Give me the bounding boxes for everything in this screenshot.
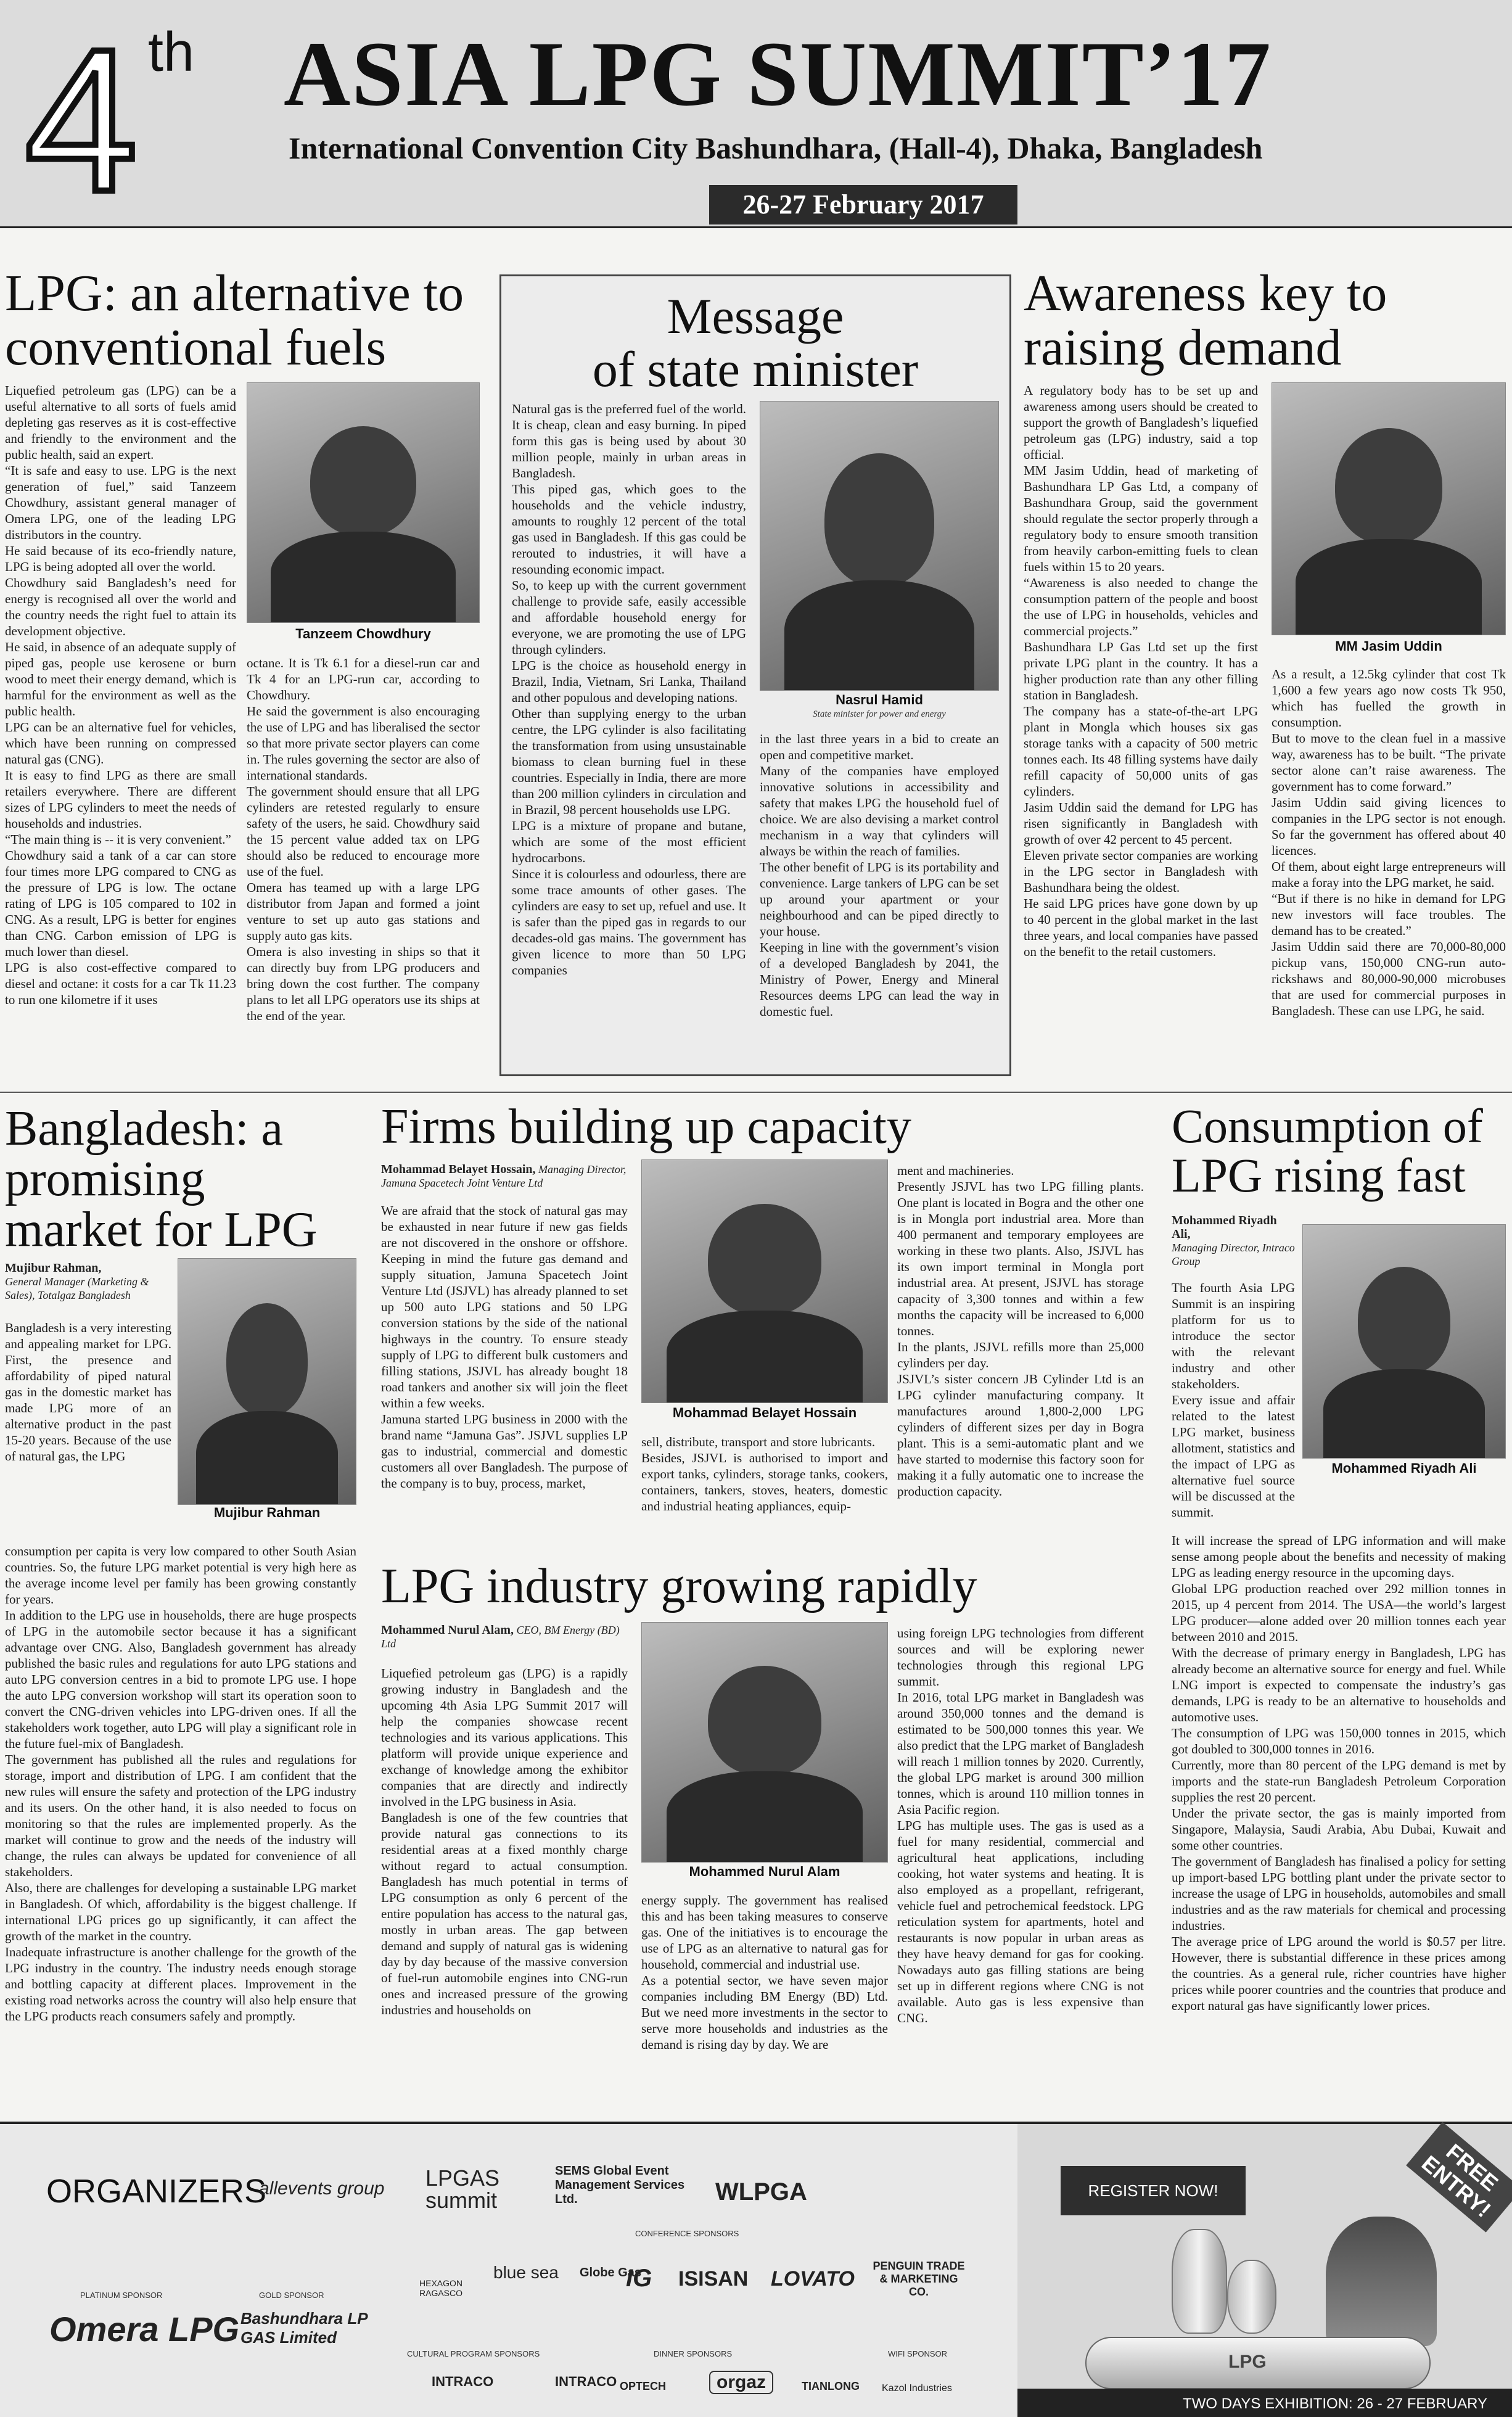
- firms-col-2: sell, distribute, transport and store lubricants. Besides, JSJVL is authorised to import and export tanks, cylinders, storage tanks, cookers, containers, tankers, stoves, heaters, domestic and industrial heating appliances, equip-: [641, 1435, 888, 1513]
- logo-kazol: Kazol Industries: [882, 2383, 952, 2394]
- edition-number: 4: [25, 6, 138, 234]
- logo-isisan: ISISAN: [678, 2267, 749, 2291]
- awareness-col-1: A regulatory body has to be set up and awareness among users should be created to support the growth of Bangladesh’s liquefied petroleum gas (LPG) industry, said a top official. MM Jasim Uddin, head of marketing of Bashundhara LP Gas Ltd, a company of Bashundhara Group, said the government should regulate the sector properly through a regulatory body to ensure smooth transition from heavily carbon-emitting fuels to clean fuels within 15 to 20 years. “Awareness is also needed to change the consumption pattern of the people and boost the use of LPG in households, vehicles and commercial projects.” Bashundhara LP Gas Ltd set up the first private LPG plant in the country. It has a higher production rate than any other filling station in Bangladesh. The company has a state-of-the-art LPG plant in Mongla which houses six gas storage tanks with a capacity of 500 metric tonnes each. Its 48 filling systems have daily refill capacity of 50,000 units of gas cylinders. Jasim Uddin said the demand for LPG has risen significantly in Bangladesh with growth of over 42 percent to 45 percent. Eleven private sector companies are working in the LPG sector in Bangladesh with Bashundhara being the oldest. He said LPG prices have gone down by up to 40 percent in the global market in the last three years, and local companies have passed on the benefit to the retail customers.: [1024, 383, 1258, 959]
- headline-promising-3: market for LPG: [5, 1203, 318, 1257]
- logo-optech: OPTECH: [620, 2380, 667, 2392]
- logo-orgaz: orgaz: [709, 2371, 773, 2394]
- byline-promising: [5, 1261, 171, 1302]
- gas-cylinder-icon: [1227, 2260, 1276, 2334]
- gold-sponsor-label: GOLD SPONSOR: [259, 2291, 324, 2300]
- exhibition-ad: [1017, 2124, 1512, 2417]
- headline-consumption-2: LPG rising fast: [1172, 1148, 1466, 1202]
- photo-belayet-hossain: [641, 1159, 888, 1403]
- lpg-tanker-truck-image: [1085, 2337, 1431, 2389]
- truck-lpg-label: LPG: [1228, 2352, 1267, 2372]
- logo-ig: IG: [626, 2265, 652, 2292]
- woman-figure-image: [1326, 2217, 1437, 2346]
- byline-firms: [381, 1163, 628, 1190]
- logo-bashundhara: Bashundhara LP GAS Limited: [240, 2309, 368, 2347]
- promising-col-wide: consumption per capita is very low compared to other South Asian countries. So, the future LPG market potential is very high here as the average income level per family has been growing constantly for years. In addition to the LPG use in households, there are huge prospects of LPG in the automobile sector because it has a significant advantage over CNG. Also, Bangladesh government has already published the basic rules and regulations for auto LPG stations and auto LPG conversion centres in a bid to promote LPG use. I hope the auto LPG conversion workshop will start its operation soon to convert the CNG-driven vehicles into LPG-driven ones. If all the stakeholders work together, auto LPG will play a significant role in the future fuel-mix of Bangladesh. The government has published all the rules and regulations for storage, import and distribution of LPG. I am confident that the new rules will ensure the safety and protection of the LPG industry and its users. On the other hand, it is also needed to focus on monitoring so that the rules are implemented properly. As the market will continue to grow and the needs of the industry will change, the rules can always be updated for convenience of all stakeholders. Also, there are challenges for developing a sustainable LPG market in Bangladesh. Of which, affordability is the biggest challenge. If international LPG prices go up significantly, it can affect the growth of the market in the country. Inadequate infrastructure is another challenge for the growth of the LPG industry in the country. The industry needs enough storage and bottling capacity at different places. Improvement in the existing road networks across the country will also help ensure that the LPG products reach consumers safely and promptly.: [5, 1544, 356, 2024]
- logo-lpgas-summit: LPGAS summit: [425, 2165, 500, 2213]
- byline-consumption-name: Mohammed Riyadh Ali,: [1172, 1214, 1277, 1241]
- logo-globe-gas: Globe Gas: [580, 2266, 642, 2279]
- caption-riyadh-ali: Mohammed Riyadh Ali: [1331, 1460, 1477, 1476]
- byline-promising-role: General Manager (Marketing & Sales), Totalgaz Bangladesh: [5, 1275, 149, 1301]
- byline-firms-role: Managing Director, Jamuna Spacetech Joint Venture Ltd: [381, 1163, 627, 1189]
- industry-col-2: energy supply. The government has realised this and has been taking measures to conserve gas. One of the initiatives is to encourage the use of LPG as an alternative to natural gas for household, commercial and industrial use. As a potential sector, we have seven major companies including BM Energy (BD) Ltd. But we need more investments in the sector to serve more households and industries as the demand is rising day by day. We are: [641, 1893, 888, 2052]
- gas-cylinder-icon: [1172, 2229, 1227, 2334]
- caption-tanzeem-chowdhury: Tanzeem Chowdhury: [295, 626, 431, 641]
- platinum-sponsor-label: PLATINUM SPONSOR: [80, 2291, 163, 2300]
- conference-sponsors-label: CONFERENCE SPONSORS: [635, 2229, 739, 2238]
- alt-fuels-col-2: octane. It is Tk 6.1 for a diesel-run car and Tk 4 for an LPG-run car, according to Chowdhury. He said the government is also encouraging the use of LPG and has liberalised the sector so that more private sector players can come in. The rules governing the sector are also of international standards. The government should ensure that all LPG cylinders are retested regularly to ensure safety of the users, he said. Chowdhury said the 15 percent value added tax on LPG should also be reduced to encourage more use of the fuel. Omera has teamed up with a large LPG distributor from Japan and formed a joint venture to set up auto gas stations and supply auto gas kits. Omera is also investing in ships so that it can directly buy from LPG producers and bring down the cost further. The company plans to let all LPG operators use its ships at the end of the year.: [247, 656, 480, 1023]
- byline-firms-name: Mohammad Belayet Hossain,: [381, 1163, 536, 1176]
- headline-consumption-1: Consumption of: [1172, 1099, 1483, 1153]
- headline-state-minister: of state minister: [592, 341, 919, 397]
- promising-col-narrow: Bangladesh is a very interesting and appealing market for LPG. First, the presence and affordability of piped natural gas in the domestic market has made LPG more of an alternative product in the past 15-20 years. Because of the use of natural gas, the LPG: [5, 1320, 171, 1464]
- alt-fuels-col-1: Liquefied petroleum gas (LPG) can be a useful alternative to all sorts of fuels amid depleting gas reserves as it is cost-effective and friendly to the environment and the public health, said an expert. “It is safe and easy to use. LPG is the next generation of fuel,” said Tanzeem Chowdhury, assistant general manager of Omera LPG, one of the leading LPG distributors in the country. He said because of its eco-friendly nature, LPG is being adopted all over the world. Chowdhury said Bangladesh’s need for energy is recognised all over the world and the country needs the right fuel to attain its development objective. He said, in absence of an adequate supply of piped gas, people use kerosene or burn wood to meet their energy demand, which is harmful for the environment as well as the public health. LPG can be an alternative fuel for vehicles, which have been running on compressed natural gas (CNG). It is easy to find LPG as there are small retailers everywhere. There are different sizes of LPG cylinders to meet the needs of households and industries. “The main thing is -- it is very convenient.” Chowdhury said a tank of a car can store four times more LPG compared to CNG as the pressure of LPG is low. The octane rating of LPG is 105 compared to 102 in CNG. As a result, LPG is better for engines than CNG. Carbon emission of LPG is much lower than diesel. LPG is also cost-effective compared to diesel and octane: it costs for a car Tk 11.23 to run one kilometre if it uses: [5, 383, 236, 1007]
- headline-firms: Firms building up capacity: [381, 1100, 911, 1154]
- awareness-col-2: As a result, a 12.5kg cylinder that cost Tk 1,600 a few years ago now costs Tk 950, which has fuelled the growth in consumption. But to move to the clean fuel in a massive way, awareness has to be built. “The private sector alone can’t raise awareness. The government has to come forward.” Jasim Uddin said giving licences to companies in the LPG sector is not enough. So far the government has offered about 40 licences. Of them, about eight large entrepreneurs will make a foray into the LPG market, he said. “But if there is no hike in demand for LPG new investors will face troubles. The demand has to be created.” Jasim Uddin said there are 70,000-80,000 pickup vans, 150,000 CNG-run auto-rickshaws and 80,000-90,000 microbuses that are used for commercial purposes in Bangladesh. These can use LPG, he said.: [1272, 667, 1506, 1018]
- cultural-sponsors-label: CULTURAL PROGRAM SPONSORS: [407, 2349, 540, 2358]
- headline-awareness-2: raising demand: [1024, 319, 1342, 376]
- exhibition-dates-strip: TWO DAYS EXHIBITION: 26 - 27 FEBRUARY: [1017, 2389, 1512, 2417]
- byline-industry-role: CEO, BM Energy (BD) Ltd: [381, 1624, 620, 1650]
- byline-promising-name: Mujibur Rahman,: [5, 1261, 102, 1275]
- byline-consumption: [1172, 1214, 1295, 1268]
- edition-suffix: th: [148, 22, 195, 83]
- logo-omera: Omera LPG: [49, 2310, 240, 2349]
- firms-col-3: ment and machineries. Presently JSJVL has two LPG filling plants. One plant is located in Bogra and the other one is in Mongla port industrial area. More than 400 permanent and temporary employees are working in these two plants. Also, JSJVL has its own import terminal in Mongla port industrial area. At present, JSJVL has storage capacity of 3,300 tonnes and within a few months the capacity will be increased to 6,000 tonnes. In the plants, JSJVL refills more than 25,000 cylinders per day. JSJVL’s sister concern JB Cylinder Ltd is an LPG cylinder manufacturing company. It manufactures around 1,800-2,000 LPG cylinders of different sizes per day in Bogra plant. This is a semi-automatic plant and we have started to modernise this factory soon for making it a fully automatic one to increase the production capacity.: [897, 1163, 1144, 1499]
- wifi-sponsor-label: WIFI SPONSOR: [888, 2349, 948, 2358]
- logo-intraco-2: INTRACO: [555, 2374, 617, 2389]
- byline-consumption-role: Managing Director, Intraco Group: [1172, 1241, 1295, 1267]
- register-now-button[interactable]: REGISTER NOW!: [1061, 2166, 1246, 2215]
- sponsors-footer: [0, 2122, 1512, 2417]
- caption-nasrul-hamid: Nasrul Hamid: [836, 692, 923, 707]
- logo-allevents: allevents group: [259, 2178, 385, 2199]
- headline-alt-fuels-1: LPG: an alternative to: [5, 265, 464, 322]
- headline-promising-2: promising: [5, 1152, 205, 1206]
- industry-col-1: Liquefied petroleum gas (LPG) is a rapidly growing industry in Bangladesh and the upcoming 4th Asia LPG Summit 2017 will help the companies showcase recent technologies and its various applications. This platform will provide unique experience and exchange of knowledge among the exhibitor companies that are directly and indirectly involved in the LPG business in Asia. Bangladesh is one of the few countries that provide natural gas connections to its residential areas at a fixed monthly charge without regard to actual consumption. Bangladesh has much potential in terms of LPG consumption as only 6 percent of the entire population has access to the natural gas, mostly in urban areas. The gap between demand and supply of natural gas is widening day by day because of the massive conversion of fuel-run automobile engines into CNG-run ones and increased pressure of the growing industries and households on: [381, 1666, 628, 2017]
- caption-jasim-uddin: MM Jasim Uddin: [1335, 638, 1442, 654]
- consumption-col-narrow: The fourth Asia LPG Summit is an inspiring platform for us to introduce the sector with the relevant industry and other stakeholders. Every issue and affair related to the latest LPG market, business allotment, statistics and the impact of LPG as alternative fuel source will be discussed at the summit.: [1172, 1280, 1295, 1520]
- caption-nurul-alam: Mohammed Nurul Alam: [689, 1864, 840, 1879]
- photo-riyadh-ali: [1302, 1224, 1506, 1459]
- logo-blue-sea: blue sea: [493, 2263, 559, 2282]
- dinner-sponsors-label: DINNER SPONSORS: [654, 2349, 733, 2358]
- logo-tianlong: TIANLONG: [802, 2380, 860, 2392]
- industry-col-3: using foreign LPG technologies from different sources and will be exploring newer technologies through this regional LPG summit. In 2016, total LPG market in Bangladesh was around 350,000 tonnes and the demand is estimated to be 500,000 tonnes this year. We also predict that the LPG market of Bangladesh will reach 1 million tonnes by 2020. Currently, the global LPG market is around 300 million tonnes, which is around 110 million tonnes in Asia Pacific region. LPG has multiple uses. The gas is used as a fuel for many residential, commercial and agricultural heat applications, including cooking, hot water systems and heating. It is also employed as a propellant, refrigerant, vehicle fuel and petrochemical feedstock. LPG reticulation system for apartments, hotel and restaurants is now popular in urban areas as they have heavy demand for gas for cooking. Nowadays auto gas filling stations are being set up in different regions where CNG is not available. Auto gas is less expensive than CNG.: [897, 1626, 1144, 2025]
- caption-belayet-hossain: Mohammad Belayet Hossain: [672, 1405, 857, 1420]
- photo-mujibur-rahman: [178, 1258, 356, 1505]
- consumption-col-wide: It will increase the spread of LPG information and will make sense among people about the benefits and necessity of making LPG as leading energy resource in the upcoming days. Global LPG production reached over 292 million tonnes in 2015, up 4 percent from 2014. The USA—the world’s largest LPG producer—alone added over 20 million tonnes each year between 2010 and 2015. With the decrease of primary energy in Bangladesh, LPG has already become an alternative source for energy and fuel. While LNG import is expected to compensate the industry’s gas demands, LPG is ready to be an alternative to households and automotive uses. The consumption of LPG was 150,000 tonnes in 2015, which got doubled to 300,000 tonnes in 2016. Currently, more than 80 percent of the LPG demand is met by imports and the state-run Bangladesh Petroleum Corporation supplies the rest 20 percent. Under the private sector, the gas is mainly imported from Singapore, Malaysia, Saudi Arabia, Abu Dubai, Kuwait and some other countries. The government of Bangladesh has finalised a policy for setting up import-based LPG bottling plant under the private sector to increase the usage of LPG in households, automobiles and small industries and as the raw materials for chemical and processing industries. The average price of LPG around the world is $0.57 per litre. However, there is substantial difference in these prices among the countries. As a general rule, richer countries have higher prices while poorer countries and the countries that produce and export natural gas have significantly lower prices.: [1172, 1533, 1506, 2013]
- logo-penguin: PENGUIN TRADE & MARKETING CO.: [873, 2260, 965, 2298]
- byline-industry: [381, 1623, 628, 1650]
- firms-col-1: We are afraid that the stock of natural gas may be exhausted in near future if new gas fields are not discovered in the onshore or offshore. Keeping in mind the future gas demand and supply situation, Jamuna Spacetech Joint Venture Ltd (JSJVL) has already planned to set up 500 auto LPG stations and 50 LPG conversion stations by the side of the national highways in the country. To ensure steady supply of LPG to different bulk customers and filling stations, JSJVL has already bought 18 road tankers and another six will join the fleet within a few weeks. Jamuna started LPG business in 2000 with the brand name “Jamuna Gas”. JSJVL supplies LP gas to industrial, commercial and domestic customers all over Bangladesh. The purpose of the company is to buy, process, market,: [381, 1203, 628, 1491]
- state-minister-col-1: Natural gas is the preferred fuel of the world. It is cheap, clean and easy burning. In piped form this gas is being used by about 30 million people, mainly in urban areas in Bangladesh. This piped gas, which goes to the households and the vehicle industry, amounts to roughly 12 percent of the total gas used in Bangladesh. If this gas could be rerouted to industries, it will have a resounding economic impact. So, to keep up with the current government challenge to provide safe, easily accessible and affordable household energy for everyone, we are promoting the use of LPG through cylinders. LPG is the choice as household energy in Brazil, India, Vietnam, Sri Lanka, Thailand and other populous and developing nations. Other than supplying energy to the urban centre, the LPG cylinder is also facilitating the transformation from using unsustainable biomass to clean burning fuel in these countries. Especially in India, there are more than 200 million cylinders in circulation and in Brazil, 98 percent households use LPG. LPG is a mixture of propane and butane, which are some of the most efficient hydrocarbons. Since it is colourless and odourless, there are some trace amounts of other gases. The cylinders are easy to set up, refuel and use. It is safer than the piped gas in regards to our decades-old gas mains. The government has given licence to more than 50 LPG companies: [512, 401, 746, 978]
- logo-lovato: LOVATO: [771, 2267, 855, 2291]
- headline-promising-1: Bangladesh: a: [5, 1101, 283, 1156]
- masthead: [0, 0, 1512, 234]
- photo-nasrul-hamid: [760, 401, 999, 691]
- byline-industry-name: Mohammed Nurul Alam,: [381, 1623, 514, 1637]
- logo-hexagon: HEXAGON RAGASCO: [419, 2278, 463, 2298]
- summit-dates: 26-27 February 2017: [709, 185, 1017, 224]
- state-minister-col-2: in the last three years in a bid to create an open and competitive market. Many of the companies have employed innovative solutions in accessibility and safety that makes LPG the household fuel of choice. We are also devising a market control mechanism in a way that cylinders will always be within the reach of families. The other benefit of LPG is its portability and convenience. Large tankers of LPG can be set up around your apartment or your neighbourhood and can be piped directly to your house. Keeping in line with the government’s vision of a developed Bangladesh by 2041, the Ministry of Power, Energy and Mineral Resources deems LPG can lead the way in domestic fuel.: [760, 731, 999, 1019]
- logo-wlpga: WLPGA: [715, 2178, 807, 2205]
- summit-venue: International Convention City Bashundhara, (Hall-4), Dhaka, Bangladesh: [289, 131, 1263, 165]
- headline-industry: LPG industry growing rapidly: [381, 1559, 977, 1613]
- free-entry-badge: FREE ENTRY!: [1406, 2122, 1512, 2233]
- headline-alt-fuels-2: conventional fuels: [5, 319, 387, 376]
- logo-intraco-1: INTRACO: [432, 2374, 494, 2389]
- summit-title: ASIA LPG SUMMIT’17: [284, 23, 1272, 125]
- photo-tanzeem-chowdhury: [247, 382, 480, 623]
- section-divider: [0, 1092, 1512, 1093]
- photo-nurul-alam: [641, 1622, 888, 1863]
- photo-jasim-uddin: [1272, 382, 1506, 635]
- logo-sems: SEMS Global Event Management Services Ltd.: [555, 2164, 685, 2206]
- headline-message: Message: [667, 288, 844, 344]
- headline-awareness-1: Awareness key to: [1024, 265, 1387, 322]
- caption-mujibur-rahman: Mujibur Rahman: [213, 1505, 321, 1520]
- organizers-label: ORGANIZERS: [46, 2173, 267, 2210]
- subcaption-nasrul-hamid: State minister for power and energy: [813, 709, 946, 719]
